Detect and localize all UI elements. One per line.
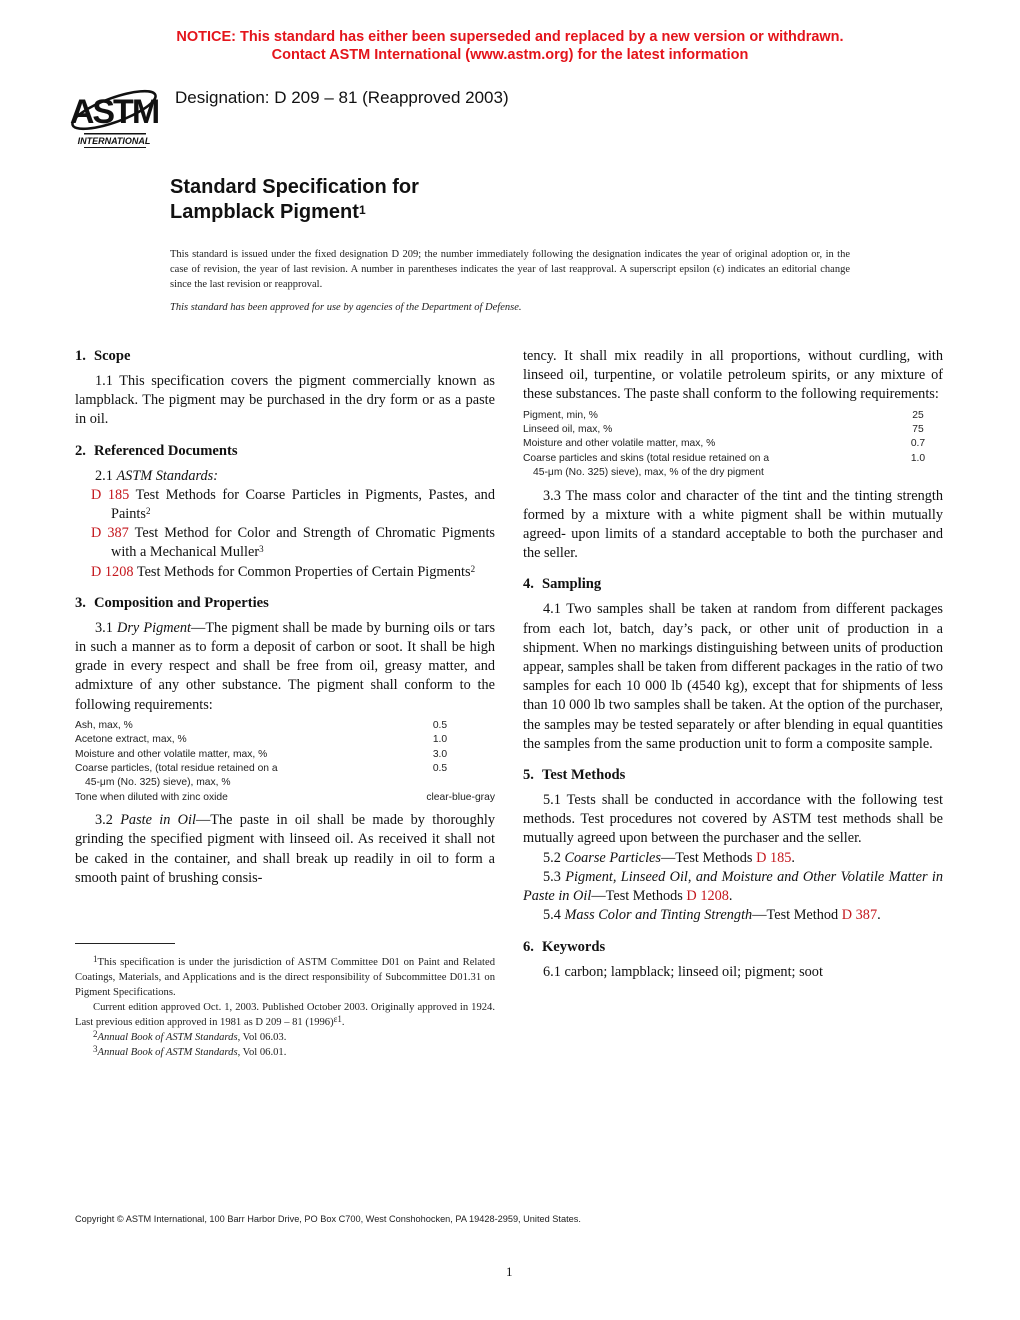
footnote-2: $^2$Annual Book of ASTM Standards, Vol 06.03.	[93, 1029, 287, 1043]
link-d1208[interactable]: D 1208	[91, 563, 134, 580]
notice-line-2: Contact ASTM International (www.astm.org) for the latest information	[271, 47, 749, 63]
link-d185[interactable]: D 185	[756, 849, 792, 866]
dod-approval-note: This standard has been approved for use by agencies of the Department of Defense.	[170, 302, 522, 313]
svg-text:ASTM: ASTM	[69, 93, 159, 131]
paragraph-5-3: 5.3 Pigment, Linseed Oil, and Moisture and Other Volatile Matter in Paste in Oil—Test Methods D 1208.	[523, 868, 943, 905]
title-line-1: Standard Specification for	[170, 176, 419, 198]
section-heading-test-methods: 5. Test Methods	[523, 767, 626, 784]
left-column	[75, 347, 495, 888]
paragraph-3-3: 3.3 The mass color and character of the tint and the tinting strength formed by a mixture with a white pigment shall be within mutually agreed- upon limits of a standard acceptable to both the purchaser and the seller.	[523, 487, 943, 562]
paste-requirements-table	[523, 409, 943, 481]
paragraph-5-4: 5.4 Mass Color and Tinting Strength—Test Method D 387.	[543, 907, 881, 924]
section-heading-scope: 1. Scope	[75, 348, 131, 364]
reference-d185: D 185 Test Methods for Coarse Particles in Pigments, Pastes, and Paints$^2$	[91, 486, 495, 523]
table-row: Coarse particles and skins (total residue retained on a 45-μm (No. 325) sieve), max, % of the dry pigment 1.0	[523, 452, 926, 479]
paragraph-4-1: 4.1 Two samples shall be taken at random from different packages from each lot, batch, day’s pack, or other unit of production in a shipment. When no markings distinguishing between units of production appear, samples shall be taken from different packages in the ratio of two samples for each 10 000 lb (4540 kg), except that for shipments of less than 10 000 lb two samples shall be taken. At the option of the purchaser, the samples may be tested separately or after blending in equal quantities the samples from the same production unit to form a composite sample.	[523, 601, 943, 752]
table-row: Linseed oil, max, % 75	[523, 424, 924, 436]
table-row: Moisture and other volatile matter, max, % 3.0	[75, 748, 448, 760]
paragraph-3-1: 3.1 Dry Pigment—The pigment shall be made by burning oils or tars in such a manner as to form a deposit of carbon or soot. It shall be high grade in every respect and shall be free from oil, greasy matter, and admixture of any other substance. The pigment shall conform to the following requirements:	[75, 619, 496, 713]
table-row: Pigment, min, % 25	[523, 409, 924, 421]
footnote-3: $^3$Annual Book of ASTM Standards, Vol 06.01.	[93, 1044, 287, 1058]
designation: Designation: D 209 – 81 (Reapproved 2003)	[175, 88, 509, 107]
link-d387[interactable]: D 387	[841, 907, 878, 924]
paragraph-1-1: 1.1 This specification covers the pigment commercially known as lampblack. The pigment may be purchased in the dry form or as a paste in oil.	[75, 373, 495, 428]
preamble: This standard is issued under the fixed designation D 209; the number immediately following the designation indicates the year of original adoption or, in the case of revision, the year of last revision. A number in parentheses indicates the year of last reapproval. A superscript epsilon (ϵ) indicates an editorial change since the last revision or reapproval.	[170, 249, 850, 290]
copyright-notice: Copyright © ASTM International, 100 Barr Harbor Drive, PO Box C700, West Conshohocken, PA 19428-2959, United States.	[75, 1214, 581, 1224]
reference-d387: D 387 Test Method for Color and Strength of Chromatic Pigments with a Mechanical Muller$^3$	[91, 525, 495, 561]
section-heading-sampling: 4. Sampling	[523, 576, 602, 593]
section-heading-keywords: 6. Keywords	[523, 938, 606, 955]
astm-logo-icon	[64, 78, 164, 150]
title-text: Lampblack Pigment	[170, 201, 359, 223]
page-number: 1	[506, 1264, 513, 1279]
notice-line-1: NOTICE: This standard has either been superseded and replaced by a new version or withdrawn.	[176, 29, 844, 45]
table-row: Coarse particles, (total residue retained on a 45-μm (No. 325) sieve), max, % 0.5	[75, 763, 448, 789]
section-heading-referenced-documents: 2. Referenced Documents	[75, 442, 238, 459]
title-line-2	[170, 200, 419, 225]
footnotes	[75, 955, 495, 1060]
link-d387[interactable]: D 387	[91, 525, 129, 542]
paragraph-5-1: 5.1 Tests shall be conducted in accordance with the following test methods. Test procedures not covered by ASTM test methods shall be mutually agreed upon between the purchaser and the seller.	[523, 792, 943, 847]
paragraph-5-2: 5.2 Coarse Particles—Test Methods D 185.	[543, 849, 795, 866]
paragraph-6-1: 6.1 carbon; lampblack; linseed oil; pigment; soot	[543, 963, 823, 980]
withdrawn-notice	[0, 28, 1020, 64]
table-row: Moisture and other volatile matter, max, % 0.7	[523, 438, 926, 450]
right-column	[523, 347, 943, 982]
footnote-edition: Current edition approved Oct. 1, 2003. Published October 2003. Originally approved in 1924. Last previous edition approved in 1981 as D 209 – 81 (1996)$^{\varepsilon 1}$.	[75, 1002, 495, 1028]
dry-pigment-requirements-table	[75, 719, 495, 805]
table-row: Ash, max, % 0.5	[75, 719, 448, 731]
table-row: Tone when diluted with zinc oxide clear-blue-gray	[75, 791, 495, 803]
section-heading-composition: 3. Composition and Properties	[75, 594, 269, 611]
footnote-divider	[75, 943, 175, 944]
reference-d1208: D 1208 Test Methods for Common Properties of Certain Pigments$^2$	[91, 563, 476, 580]
paragraph-2-1: 2.1 ASTM Standards:	[95, 467, 218, 484]
footnote-1: $^1$This specification is under the jurisdiction of ASTM Committee D01 on Paint and Related Coatings, Materials, and Applications and is the direct responsibility of Subcommittee D01.31 on Pigment Specifications.	[75, 954, 495, 998]
link-d185[interactable]: D 185	[91, 486, 130, 503]
paragraph-3-2-continued: tency. It shall mix readily in all proportions, without curdling, with linseed oil, turpentine, or volatile petroleum spirits, or any mixture of these substances. The paste shall conform to the following requirements:	[523, 348, 943, 403]
document-title	[170, 175, 419, 225]
paragraph-3-2: 3.2 Paste in Oil—The paste in oil shall be made by thoroughly grinding the specified pigment with linseed oil. As received it shall not be caked in the container, and shall break up readily in oil to form a smooth paint of brushing consis-	[75, 812, 495, 886]
svg-text:INTERNATIONAL: INTERNATIONAL	[77, 136, 151, 146]
title-footnote-mark: 1	[358, 203, 366, 217]
link-d1208[interactable]: D 1208	[686, 888, 729, 905]
table-row: Acetone extract, max, % 1.0	[75, 734, 448, 746]
